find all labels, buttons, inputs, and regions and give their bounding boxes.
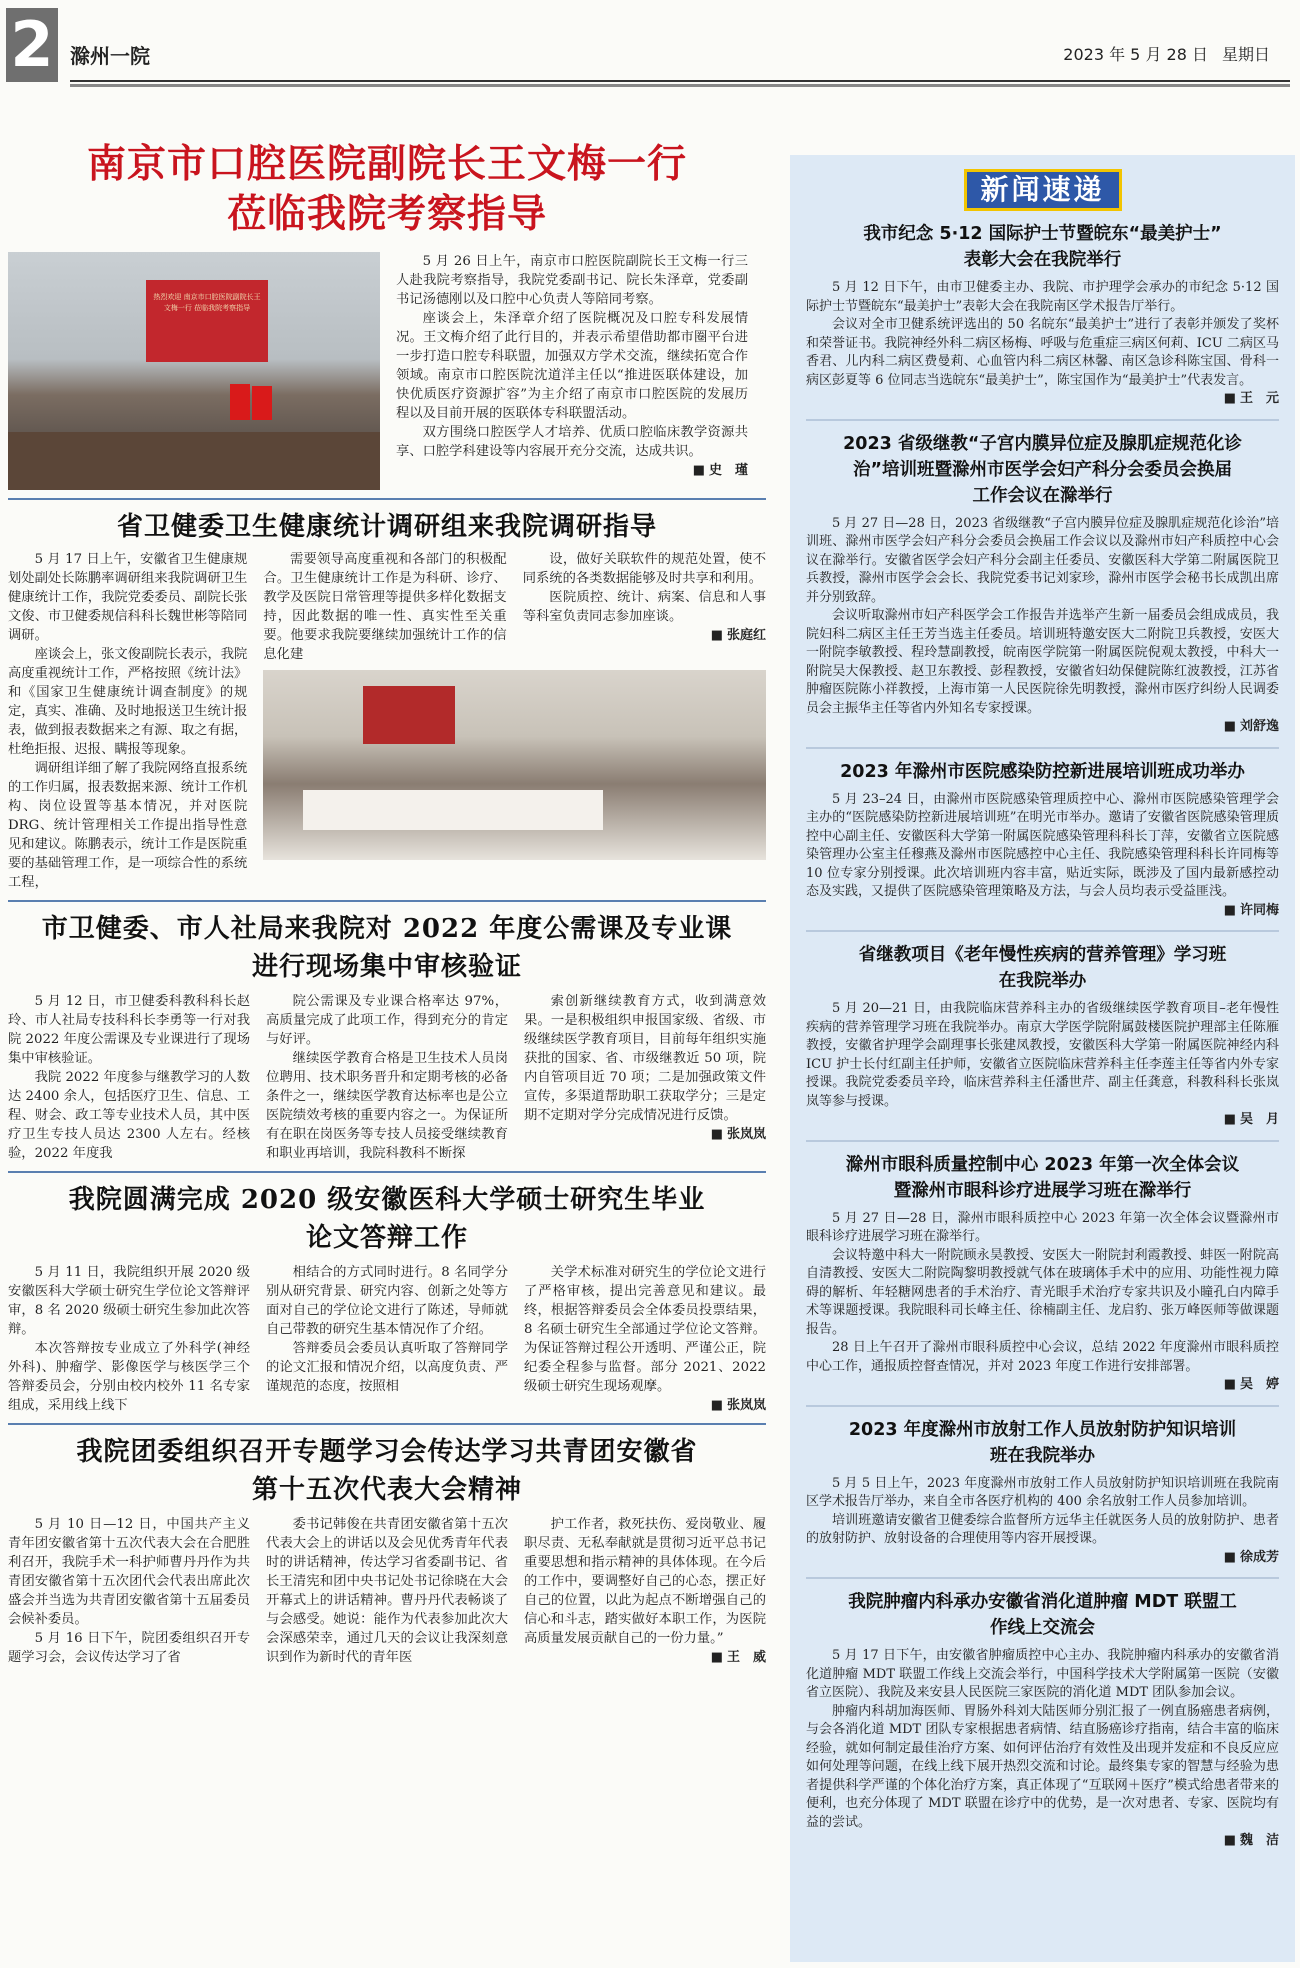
article-paragraph: 答辩委员会委员认真听取了答辩同学的论文汇报和情况介绍，以高度负责、严谨规范的态度，按照相: [266, 1341, 508, 1394]
brief-divider: [806, 930, 1279, 932]
section-divider: [8, 1171, 766, 1173]
page-section-name: 滁州一院: [70, 44, 150, 68]
title-line: 第十五次代表大会精神: [251, 1475, 522, 1505]
brief-body: 5 月 12 日下午，由市卫健委主办、我院、市护理学会承办的市纪念 5·12 国际护士节暨皖东“最美护士”表彰大会在我院南区学术报告厅举行。 会议对全市卫健系统评选出的 50 名皖东“最美护士”进行了表彰并颁发了奖杯和荣誉证书。我院神经外科二病区杨梅、呼吸与危重症三病区何莉、ICU 二病区马香君、儿内科二病区费曼莉、心血管内科二病区林馨、南区急诊科陈宝国、骨科一病区彭夏等 6 位同志当选皖东“最美护士”，陈宝国作为“最美护士”代表发言。 ■ 王 元: [790, 273, 1295, 409]
brief-author: ■ 魏 洁: [806, 1832, 1279, 1851]
photo-flag-left: [230, 384, 250, 420]
brief-title: 2023 年滁州市医院感染防控新进展培训班成功举办: [840, 761, 1245, 782]
article-author: ■ 张庭红: [523, 626, 766, 645]
issue-date: [1049, 42, 1270, 65]
lead-headline: [8, 140, 766, 240]
brief-item: [790, 1417, 1295, 1568]
article-column: [524, 992, 766, 1163]
article-stats-survey: [8, 508, 766, 892]
article-author: ■ 王 威: [524, 1648, 766, 1667]
article-paragraph: 需要领导高度重视和各部门的积极配合。卫生健康统计工作是为科研、诊疗、教学及医院日常管理等提供多样化数据支持，因此数据的唯一性、真实性至关重要。他要求我院要继续加强统计工作的信息化建: [263, 552, 507, 662]
article-column: [8, 992, 250, 1163]
article-author: ■ 张岚岚: [524, 1396, 766, 1415]
article-column: [8, 1263, 250, 1415]
brief-item: [790, 759, 1295, 921]
article-paragraph: 本次答辩按专业成立了外科学(神经外科)、肿瘤学、影像医学与核医学三个答辩委员会，分别由校内校外 11 名专家组成，采用线上线下: [8, 1341, 250, 1413]
brief-divider: [806, 1405, 1279, 1407]
article-column-wide: [263, 550, 766, 892]
photo-screen: [363, 686, 455, 744]
title-line: 我院圆满完成 2020 级安徽医科大学硕士研究生毕业: [68, 1185, 706, 1215]
news-briefs-sidebar: [790, 155, 1295, 1962]
article-paragraph: 我院 2022 年度参与继教学习的人数达 2400 余人，包括医疗卫生、信息、工程、财会、政工等专业技术人员，其中医疗卫生专技人员达 2300 人左右。经核验，2022 年度我: [8, 1070, 250, 1161]
article-column: [266, 992, 508, 1163]
article-title: 省卫健委卫生健康统计调研组来我院调研指导: [116, 512, 657, 542]
brief-title: 滁州市眼科质量控制中心 2023 年第一次全体会议 暨滁州市眼科诊疗进展学习班在滁举行: [845, 1154, 1240, 1201]
photo-screen: 热烈欢迎 南京市口腔医院副院长王文梅一行 莅临我院考察指导: [146, 280, 268, 362]
title-line: 进行现场集中审核验证: [251, 952, 522, 982]
article-paragraph: 5 月 10 日—12 日，中国共产主义青年团安徽省第十五次代表大会在合肥胜利召开，我院手术一科护师曹丹丹作为共青团安徽省第十五次团代会代表出席此次盛会并当选为共青团安徽省第十五届委员会候补委员。: [8, 1517, 250, 1627]
brief-body: 5 月 27 日—28 日，滁州市眼科质控中心 2023 年第一次全体会议暨滁州市眼科诊疗进展学习班在滁举行。 会议特邀中科大一附院顾永昊教授、安医大一附院封利霞教授、蚌医一附院高自清教授、安医大二附院陶黎明教授就气体在玻璃体手术中的应用、功能性视力障碍的解析、年轻糖网患者的手术治疗、青光眼手术治疗专家共识及小瞳孔白内障手术等课题授课。我院眼科司长峰主任、徐楠副主任、龙启豹、张万峰医师等做课题报告。 28 日上午召开了滁州市眼科质控中心会议，总结 2022 年度滁州市眼科质控中心工作，通报质控督查情况，并对 2023 年度工作进行安排部署。 ■ 吴 婷: [790, 1204, 1295, 1395]
date-text: 2023 年 5 月 28 日: [1063, 45, 1208, 64]
article-paragraph: 委书记韩俊在共青团安徽省第十五次代表大会上的讲话以及会见优秀青年代表时的讲话精神，传达学习省委副书记、省长王清宪和团中央书记处书记徐晓在大会开幕式上的讲话精神。曹丹丹代表畅谈了与会感受。她说：能作为代表参加此次大会深感荣幸，通过几天的会议让我深刻意识到作为新时代的青年医: [266, 1517, 508, 1665]
article-paragraph: 相结合的方式同时进行。8 名同学分别从研究背景、研究内容、创新之处等方面对自己的学位论文进行了陈述，导师就自己带教的研究生基本情况作了介绍。: [266, 1265, 508, 1337]
news-briefs-badge: 新闻速递: [964, 169, 1122, 211]
brief-item: [790, 942, 1295, 1130]
article-paragraph: 5 月 12 日，市卫健委科教科科长赵玲、市人社局专技科科长李勇等一行对我院 2022 年度公需课及专业课进行了现场集中审核验证。: [8, 994, 250, 1066]
section-divider: [8, 1423, 766, 1425]
article-paragraph: 5 月 17 日上午，安徽省卫生健康规划处副处长陈鹏率调研组来我院调研卫生健康统计工作，我院党委委员、副院长张文俊、市卫健委规信科科长魏世彬等陪同调研。: [8, 552, 248, 643]
title-line: 我院团委组织召开专题学习会传达学习共青团安徽省: [76, 1437, 698, 1467]
brief-body: 5 月 27 日—28 日，2023 省级继教“子宫内膜异位症及腺肌症规范化诊治”培训班、滁州市医学会妇产科分会委员会换届工作会议以及滁州市妇产科质控中心会议在滁举行。安徽省医学会妇产科分会副主任委员、安徽医科大学第二附属医院卫兵教授，滁州市医学会会长、我院党委书记刘家珍，滁州市医学会秘书长成凯出席并分别致辞。 会议听取滁州市妇产科医学会工作报告并选举产生新一届委员会组成成员，我院妇科二病区主任王芳当选主任委员。培训班特邀安医大二附院卫兵教授，安医大一附院李敏教授、程玲慧副教授，皖南医学院第一附属医院倪观太教授，中科大一附院吴大保教授、赵卫东教授、彭程教授，安徽省妇幼保健院陈红波教授，江苏省肿瘤医院陈小祥教授，上海市第一人民医院徐先明教授，滁州市医疗纠纷人民调委员会主振华主任等省内外知名专家授课。 ■ 刘舒逸: [790, 509, 1295, 737]
brief-author: ■ 吴 婷: [806, 1376, 1279, 1395]
article-title: [8, 1181, 766, 1257]
article-column: [524, 1263, 766, 1415]
title-line: 论文答辩工作: [305, 1223, 468, 1253]
brief-divider: [806, 747, 1279, 749]
article-author: ■ 张岚岚: [524, 1125, 766, 1144]
brief-item: [790, 431, 1295, 737]
brief-divider: [806, 1140, 1279, 1142]
article-column: [8, 550, 247, 892]
lead-paragraph: 5 月 26 日上午，南京市口腔医院副院长王文梅一行三人赴我院考察指导，我院党委副书记、院长朱泽章，党委副书记汤德刚以及口腔中心负责人等陪同考察。: [396, 254, 748, 307]
article-paragraph: 5 月 16 日下午，院团委组织召开专题学习会，会议传达学习了省: [8, 1631, 250, 1665]
lead-headline-line2: 莅临我院考察指导: [226, 192, 547, 237]
photo-flag-right: [252, 386, 272, 420]
section-divider: [8, 900, 766, 902]
brief-body: 5 月 17 日下午，由安徽省肿瘤质控中心主办、我院肿瘤内科承办的安徽省消化道肿瘤 MDT 联盟工作线上交流会举行，中国科学技术大学附属第一医院（安徽省立医院）、我院及来安县人民医院三家医院的消化道 MDT 团队参加会议。 肿瘤内科胡加海医师、胃肠外科刘大陆医师分别汇报了一例直肠癌患者病例，与会各消化道 MDT 团队专家根据患者病情、结直肠癌诊疗指南，结合丰富的临床经验，就如何制定最佳治疗方案、如何评估治疗有效性及出现并发症和不良反应应如何处理等问题，在线上线下展开热烈交流和讨论。最终集专家的智慧与经验为患者提供科学严谨的个体化治疗方案，真正体现了“互联网＋医疗”模式给患者带来的便利，也充分体现了 MDT 联盟在诊疗中的优势，是一次对患者、专家、医院均有益的尝试。 ■ 魏 洁: [790, 1641, 1295, 1851]
article-paragraph: 院公需课及专业课合格率达 97%，高质量完成了此项工作，得到充分的肯定与好评。: [266, 994, 508, 1047]
brief-item: [790, 221, 1295, 409]
article-title: [8, 1433, 766, 1509]
article-column: [266, 1263, 508, 1415]
brief-item: [790, 1589, 1295, 1851]
photo-table: [8, 432, 380, 490]
brief-title: 省继教项目《老年慢性疾病的营养管理》学习班 在我院举办: [858, 945, 1227, 991]
brief-divider: [806, 419, 1279, 421]
meeting-photo: [263, 670, 766, 860]
brief-author: ■ 许同梅: [806, 902, 1279, 921]
weekday-text: 星期日: [1221, 45, 1270, 64]
lead-paragraph: 双方围绕口腔医学人才培养、优质口腔临床教学资源共享、口腔学科建设等内容展开充分交流，达成共识。: [396, 425, 748, 459]
brief-body: 5 月 5 日上午，2023 年度滁州市放射工作人员放射防护知识培训班在我院南区学术报告厅举办，来自全市各医疗机构的 400 余名放射工作人员参加培训。 培训班邀请安徽省卫健委综合监督所方远华主任就医务人员的放射防护、患者的放射防护、放射设备的合理使用等内容开展授课。 ■ 徐成芳: [790, 1469, 1295, 1568]
brief-author: ■ 吴 月: [806, 1111, 1279, 1130]
main-column: [8, 140, 766, 1962]
lead-author: ■ 史 瑾: [396, 461, 748, 480]
article-thesis-defense: [8, 1181, 766, 1415]
header-rule-accent: [70, 84, 1290, 87]
brief-title: 我市纪念 5·12 国际护士节暨皖东“最美护士” 表彰大会在我院举行: [863, 224, 1222, 270]
section-divider: [8, 498, 766, 500]
lead-photo: [8, 252, 380, 490]
lead-headline-line1: 南京市口腔医院副院长王文梅一行: [86, 142, 687, 187]
lead-body: [396, 252, 748, 490]
header-rule: [70, 80, 1290, 82]
article-paragraph: 关学术标准对研究生的学位论文进行了严格审核，提出完善意见和建议。最终，根据答辩委员会全体委员投票结果，8 名硕士研究生全部通过学位论文答辩。为保证答辩过程公开透明、严谨公正，院纪委全程参与监督。部分 2021、2022 级硕士研究生现场观摩。: [524, 1265, 766, 1394]
article-paragraph: 医院质控、统计、病案、信息和人事等科室负责同志参加座谈。: [522, 590, 767, 624]
brief-author: ■ 刘舒逸: [806, 718, 1279, 737]
lead-paragraph: 座谈会上，朱泽章介绍了医院概况及口腔专科发展情况。王文梅介绍了此行目的，并表示希望借助都市圈平台进一步打造口腔专科联盟，加强双方学术交流，继续拓宽合作领域。南京市口腔医院沈道洋主任以“推进医联体建设，加快优质医疗资源扩容”为主介绍了南京市口腔医院的发展历程以及目前开展的医联体专科联盟活动。: [396, 311, 748, 421]
article-paragraph: 座谈会上，张文俊副院长表示，我院高度重视统计工作，严格按照《统计法》和《国家卫生健康统计调查制度》的规定，真实、准确、及时地报送卫生统计报表，做到报表数据来之有源、取之有据，杜绝拒报、迟报、瞒报等现象。: [8, 647, 248, 757]
brief-divider: [806, 1577, 1279, 1579]
article-paragraph: 调研组详细了解了我院网络直报系统的工作归属，报表数据来源、统计工作机构、岗位设置等基本情况，并对医院 DRG、统计管理相关工作提出指导性意见和建议。陈鹏表示，统计工作是医院重要的基础管理工作，是一项综合性的系统工程，: [8, 761, 248, 890]
article-title: [8, 910, 766, 986]
brief-author: ■ 王 元: [806, 390, 1279, 409]
article-paragraph: 继续医学教育合格是卫生技术人员岗位聘用、技术职务晋升和定期考核的必备条件之一，继续医学教育达标率也是公立医院绩效考核的重要内容之一。为保证所有在职在岗医务等专技人员接受继续教育和职业再培训，我院科教科不断探: [266, 1051, 508, 1161]
article-youth-league: [8, 1433, 766, 1667]
article-paragraph: 索创新继续教育方式，收到满意效果。一是积极组织申报国家级、省级、市级继续医学教育项目，目前每年组织实施获批的国家、省、市级继教近 50 项，院内自管项目近 70 项；二是加强政策文件宣传，多渠道帮助职工获取学分；三是定期不定期对学分完成情况进行反馈。: [524, 994, 766, 1123]
brief-item: [790, 1152, 1295, 1395]
brief-title: 我院肿瘤内科承办安徽省消化道肿瘤 MDT 联盟工 作线上交流会: [848, 1592, 1237, 1638]
page-header: [0, 0, 1300, 88]
brief-body: 5 月 20—21 日，由我院临床营养科主办的省级继续医学教育项目–老年慢性疾病的营养管理学习班在我院举办。南京大学医学院附属鼓楼医院护理部主任陈雁教授，安徽省护理学会副理事长张建凤教授，安徽医科大学第一附属医院神经内科 ICU 护士长付红副主任护师，安徽省立医院临床营养科主任李莲主任等省内外专家授课。我院党委委员辛玲，临床营养科主任潘世芹、副主任龚意，科教科科长张岚岚等参与授课。 ■ 吴 月: [790, 994, 1295, 1130]
title-line: 市卫健委、市人社局来我院对 2022 年度公需课及专业课: [41, 914, 733, 944]
brief-title: 2023 省级继教“子宫内膜异位症及腺肌症规范化诊 治”培训班暨滁州市医学会妇产科分会委员会换届 工作会议在滁举行: [843, 433, 1242, 506]
brief-body: 5 月 23–24 日，由滁州市医院感染管理质控中心、滁州市医院感染管理学会主办的“医院感染防控新进展培训班”在明光市举办。邀请了安徽省医院感染管理质控中心副主任、安徽医科大学第一附属医院感染管理科科长丁萍，安徽省立医院感染管理办公室主任穆燕及滁州市医院感控中心主任、我院感染管理科科长许同梅等 10 位专家分别授课。此次培训班内容丰富，贴近实际，既涉及了国内最新感控动态及实践，又提供了医院感染管理策略及方法，与会人员均表示受益匪浅。 ■ 许同梅: [790, 785, 1295, 921]
page-number: 2: [6, 8, 58, 82]
article-course-verification: [8, 910, 766, 1163]
article-paragraph: 护工作者，救死扶伤、爱岗敬业、履职尽责、无私奉献就是贯彻习近平总书记重要思想和指示精神的具体体现。在今后的工作中，要调整好自己的心态，摆正好自己的位置，以此为起点不断增强自己的信心和斗志，踏实做好本职工作，为医院高质量发展贡献自己的一份力量。”: [524, 1517, 766, 1646]
article-paragraph: 5 月 11 日，我院组织开展 2020 级安徽医科大学硕士研究生学位论文答辩评审，8 名 2020 级硕士研究生参加此次答辩。: [8, 1265, 250, 1337]
brief-author: ■ 徐成芳: [806, 1549, 1279, 1568]
photo-table: [303, 790, 603, 830]
article-column: [524, 1515, 766, 1667]
brief-title: 2023 年度滁州市放射工作人员放射防护知识培训 班在我院举办: [848, 1419, 1237, 1466]
article-column: [266, 1515, 508, 1667]
article-paragraph: 设，做好关联软件的规范处置，使不同系统的各类数据能够及时共享和利用。: [522, 552, 767, 586]
lead-article: [8, 140, 766, 490]
article-column: [8, 1515, 250, 1667]
